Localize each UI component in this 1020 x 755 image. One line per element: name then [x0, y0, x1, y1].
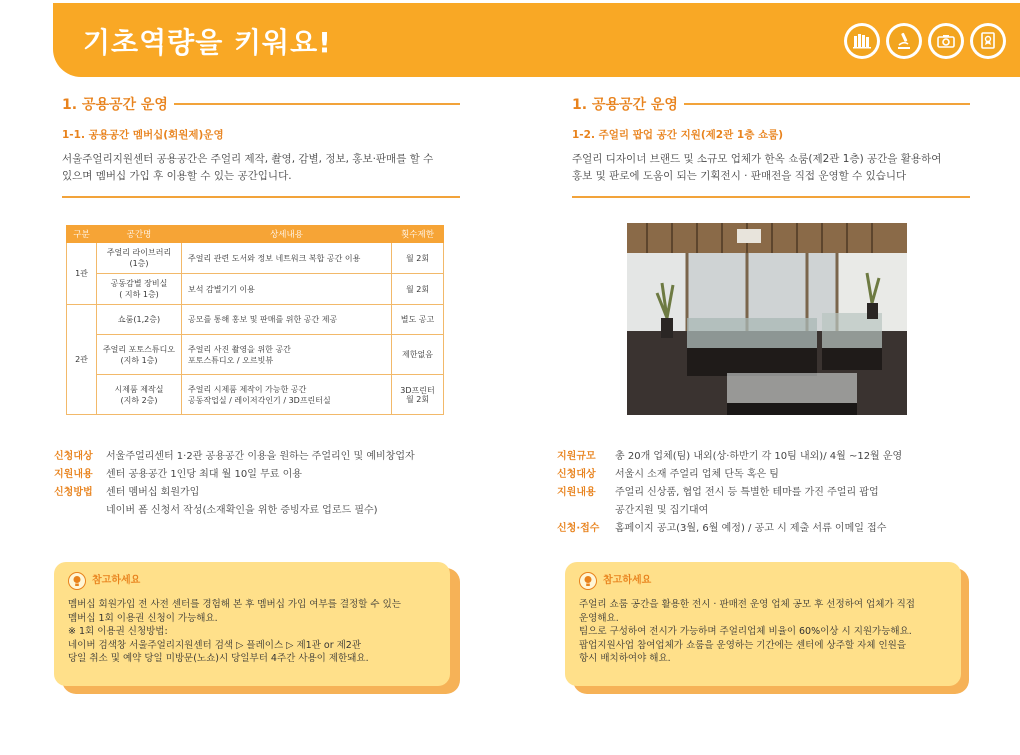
table-header: 상세내용 — [182, 226, 392, 243]
note-title: 참고하세요 — [92, 575, 141, 587]
note-line: 주얼리 쇼룸 공간을 활용한 전시 · 판매전 운영 업체 공모 후 선정하여 업체가 직접 — [579, 599, 915, 610]
table-row — [67, 305, 444, 335]
info-label: 지원내용 — [54, 469, 93, 480]
showroom-photo — [627, 223, 907, 415]
table-cell-space: 시제품 제작실 (지하 2층) — [97, 375, 182, 415]
info-value: 총 20개 업체(팀) 내외(상·하반기 각 10팀 내외)/ 4월 ~12월 운영 — [615, 451, 903, 462]
info-label: 신청대상 — [557, 469, 596, 480]
header-banner — [53, 3, 1020, 77]
left-section — [62, 94, 460, 198]
info-value: 서울시 소재 주얼리 업체 단독 혹은 팀 — [615, 469, 779, 480]
header-icons — [844, 23, 1006, 59]
table-header: 공간명 — [97, 226, 182, 243]
books-icon — [844, 23, 880, 59]
section-title: 1. 공용공간 운영 — [62, 97, 168, 113]
info-label — [54, 502, 106, 520]
certificate-icon — [970, 23, 1006, 59]
note-line: 멤버십 회원가입 전 사전 센터를 경험해 본 후 멤버십 가입 여부를 결정할 수 있는 — [68, 599, 401, 610]
info-row — [557, 520, 902, 538]
note-title: 참고하세요 — [603, 575, 652, 587]
description-line: 있으며 멤버십 가입 후 이용할 수 있는 공간입니다. — [62, 170, 292, 182]
note-header — [579, 572, 947, 590]
description-line: 홍보 및 판로에 도움이 되는 기획전시 · 판매전을 직접 운영할 수 있습니다 — [572, 170, 907, 182]
info-row — [557, 466, 902, 484]
table-cell-limit: 3D프린터 월 2회 — [392, 375, 444, 415]
note-box — [565, 562, 961, 686]
note-line: 운영해요. — [579, 612, 619, 624]
table-header: 횟수제한 — [392, 226, 444, 243]
info-row — [54, 502, 415, 520]
table-header: 구분 — [67, 226, 97, 243]
divider — [684, 103, 970, 105]
info-label: 신청방법 — [54, 487, 93, 498]
info-value: 주얼리 신상품, 협업 전시 등 특별한 테마를 가진 주얼리 팝업 — [615, 487, 879, 498]
table-row — [67, 375, 444, 415]
note-line: 당일 취소 및 예약 당일 미방문(노쇼)시 당일부터 4주간 사용이 제한돼요. — [68, 653, 369, 664]
info-value: 공간지원 및 집기대여 — [615, 505, 709, 516]
subsection-title: 1-2. 주얼리 팝업 공간 지원(제2관 1층 쇼룸) — [572, 129, 784, 141]
note-line: 네이버 검색창 서울주얼리지원센터 검색 ▷ 플레이스 ▷ 제1관 or 제2관 — [68, 639, 362, 651]
table-cell-limit: 월 2회 — [392, 243, 444, 274]
table-cell-limit: 월 2회 — [392, 274, 444, 305]
lightbulb-icon — [68, 572, 86, 590]
microscope-icon — [886, 23, 922, 59]
camera-icon — [928, 23, 964, 59]
note-line: 항시 배치하여야 해요. — [579, 653, 671, 664]
note-line: ※ 1회 이용권 신청방법: — [68, 626, 168, 637]
info-value: 센터 멤버십 회원가입 — [106, 487, 200, 498]
note-line: 멤버십 1회 이용권 신청이 가능해요. — [68, 612, 218, 624]
page-title: 기초역량을 키워요! — [83, 26, 332, 59]
description — [62, 151, 460, 185]
info-label: 신청대상 — [54, 451, 93, 462]
divider — [62, 196, 460, 198]
right-section — [572, 94, 970, 198]
note-line: 팝업지원사업 참여업체가 쇼룸을 운영하는 기간에는 센터에 상주할 자체 인원을 — [579, 639, 907, 651]
section-heading — [62, 94, 460, 114]
subsection-title: 1-1. 공용공간 멤버십(회원제)운영 — [62, 129, 224, 141]
table-cell-group: 1관 — [67, 243, 97, 305]
application-info — [54, 448, 415, 520]
info-row — [54, 484, 415, 502]
info-row — [54, 448, 415, 466]
info-row — [54, 466, 415, 484]
note-box — [54, 562, 450, 686]
table-cell-space: 공동감별 장비실 ( 지하 1층) — [97, 274, 182, 305]
description — [572, 151, 970, 185]
table-cell-detail: 주얼리 관련 도서와 정보 네트워크 복합 공간 이용 — [182, 243, 392, 274]
table-cell-space: 주얼리 포토스튜디오 (지하 1층) — [97, 335, 182, 375]
divider — [572, 196, 970, 198]
info-row — [557, 448, 902, 466]
info-value: 서울주얼리센터 1·2관 공용공간 이용을 원하는 주얼리인 및 예비창업자 — [106, 451, 415, 462]
info-label: 지원규모 — [557, 451, 596, 462]
table-row — [67, 335, 444, 375]
info-value: 홈페이지 공고(3월, 6월 예정) / 공고 시 제출 서류 이메일 접수 — [615, 523, 887, 534]
info-label: 지원내용 — [557, 487, 596, 498]
table-cell-detail: 보석 감별기기 이용 — [182, 274, 392, 305]
info-value: 네이버 폼 신청서 작성(소재확인을 위한 증빙자료 업로드 필수) — [106, 505, 378, 516]
table-cell-limit: 제한없음 — [392, 335, 444, 375]
table-header-row — [67, 226, 444, 243]
info-row — [557, 484, 902, 502]
section-heading — [572, 94, 970, 114]
table-cell-space: 쇼룸(1,2층) — [97, 305, 182, 335]
info-row — [557, 502, 902, 520]
description-line: 주얼리 디자이너 브랜드 및 소규모 업체가 한옥 쇼룸(제2관 1층) 공간을 활용하여 — [572, 153, 942, 165]
section-title: 1. 공용공간 운영 — [572, 97, 678, 113]
table-cell-detail: 공모를 통해 홍보 및 판매를 위한 공간 제공 — [182, 305, 392, 335]
info-label: 신청·접수 — [557, 523, 600, 534]
description-line: 서울주얼리지원센터 공용공간은 주얼리 제작, 촬영, 감별, 정보, 홍보·판매를 할 수 — [62, 153, 434, 165]
info-value: 센터 공용공간 1인당 최대 월 10일 무료 이용 — [106, 469, 302, 480]
table-cell-detail: 주얼리 시제품 제작이 가능한 공간 공동작업실 / 레이저각인기 / 3D프린터실 — [182, 375, 392, 415]
table-cell-group: 2관 — [67, 305, 97, 415]
info-label — [557, 502, 615, 520]
divider — [174, 103, 460, 105]
lightbulb-icon — [579, 572, 597, 590]
table-cell-detail: 주얼리 사진 촬영을 위한 공간 포토스튜디오 / 오르빗뷰 — [182, 335, 392, 375]
table-row — [67, 243, 444, 274]
table-cell-space: 주얼리 라이브러리 (1층) — [97, 243, 182, 274]
note-line: 팀으로 구성하여 전시가 가능하며 주얼리업체 비율이 60%이상 시 지원가능해요. — [579, 626, 912, 637]
application-info — [557, 448, 902, 538]
space-table — [66, 225, 444, 415]
table-row — [67, 274, 444, 305]
note-header — [68, 572, 436, 590]
table-cell-limit: 별도 공고 — [392, 305, 444, 335]
